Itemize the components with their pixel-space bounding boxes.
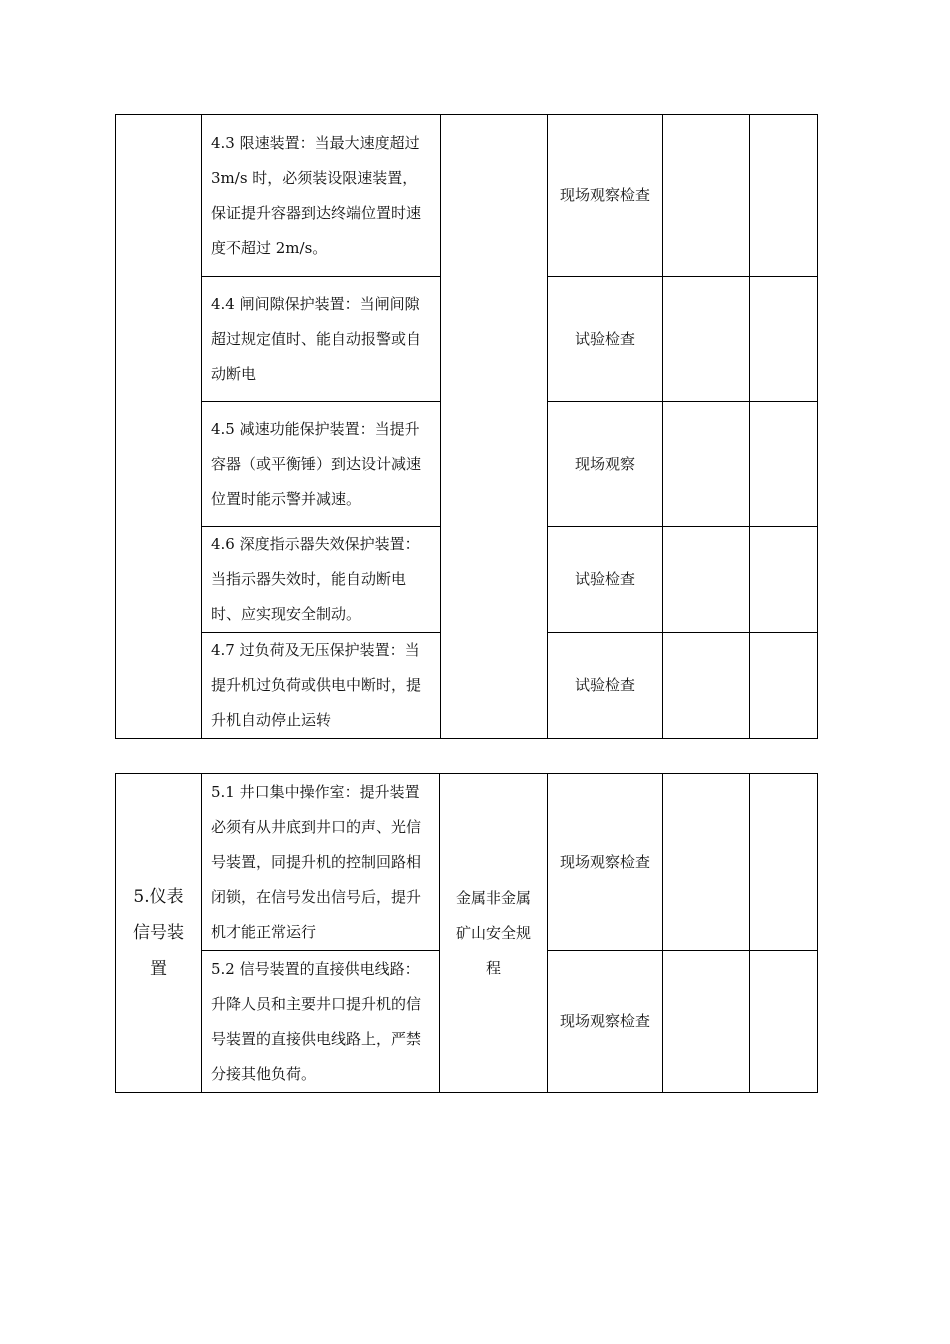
inspection-method-cell: 现场观察检查 (548, 951, 663, 1093)
inspection-method-cell: 现场观察 (548, 402, 663, 527)
category-cell (116, 774, 202, 1093)
remark-cell (750, 527, 818, 633)
remark-cell (750, 277, 818, 402)
result-cell (663, 402, 750, 527)
remark-cell (750, 402, 818, 527)
remark-cell (750, 774, 818, 951)
basis-cell: 金属非金属矿山安全规程 (440, 774, 548, 1093)
inspection-method-cell: 试验检查 (548, 277, 663, 402)
table-row (116, 115, 818, 277)
remark-cell (750, 115, 818, 277)
category-label: 5.仪表信号装置 (133, 887, 184, 979)
check-item-cell: 5.1 井口集中操作室：提升装置必须有从井底到井口的声、光信号装置，同提升机的控制回路相闭锁，在信号发出信号后，提升机才能正常运行 (202, 774, 440, 951)
table-row (116, 774, 818, 951)
inspection-method-cell: 现场观察检查 (548, 115, 663, 277)
inspection-method-cell: 现场观察检查 (548, 774, 663, 951)
check-item-cell: 4.7 过负荷及无压保护装置：当提升机过负荷或供电中断时，提升机自动停止运转 (202, 633, 441, 739)
result-cell (663, 277, 750, 402)
result-cell (663, 115, 750, 277)
inspection-table-section-5 (115, 773, 818, 1093)
check-item-cell: 4.4 闸间隙保护装置：当闸间隙超过规定值时、能自动报警或自动断电 (202, 277, 441, 402)
check-item-cell: 4.3 限速装置：当最大速度超过 3m/s 时，必须装设限速装置，保证提升容器到达终端位置时速度不超过 2m/s。 (202, 115, 441, 277)
basis-cell (441, 115, 548, 739)
result-cell (663, 527, 750, 633)
check-item-cell: 4.6 深度指示器失效保护装置：当指示器失效时，能自动断电时、应实现安全制动。 (202, 527, 441, 633)
category-cell (116, 115, 202, 739)
remark-cell (750, 633, 818, 739)
result-cell (663, 951, 750, 1093)
check-item-cell: 4.5 减速功能保护装置：当提升容器（或平衡锤）到达设计减速位置时能示警并减速。 (202, 402, 441, 527)
inspection-method-cell: 试验检查 (548, 527, 663, 633)
result-cell (663, 774, 750, 951)
remark-cell (750, 951, 818, 1093)
inspection-method-cell: 试验检查 (548, 633, 663, 739)
inspection-table-section-4 (115, 114, 818, 739)
check-item-cell: 5.2 信号装置的直接供电线路：升降人员和主要井口提升机的信号装置的直接供电线路上，严禁分接其他负荷。 (202, 951, 440, 1093)
result-cell (663, 633, 750, 739)
